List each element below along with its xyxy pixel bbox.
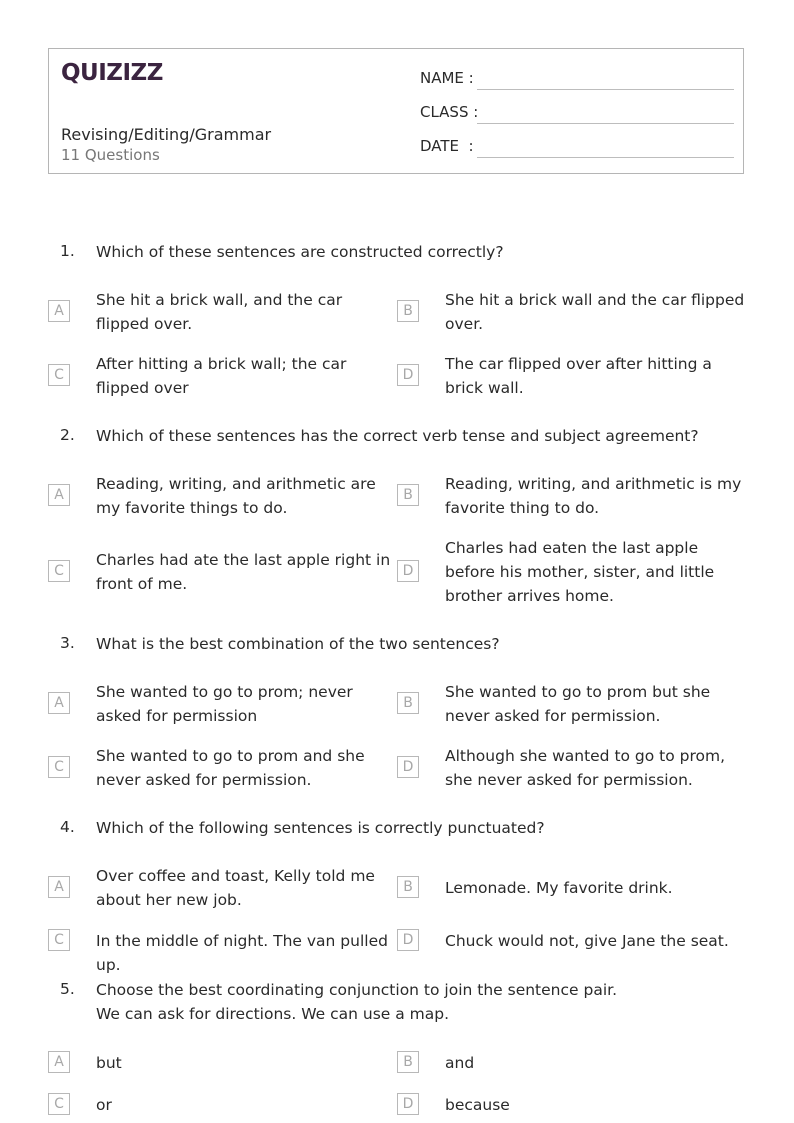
name-line: [477, 89, 734, 90]
date-field[interactable]: [420, 137, 734, 159]
option-text: She wanted to go to prom and she never asked for permission.: [96, 747, 365, 789]
option-text: After hitting a brick wall; the car flipped over: [96, 355, 347, 397]
question-number: 2.: [60, 426, 75, 444]
option-text: and: [445, 1054, 475, 1072]
option-text: or: [96, 1096, 112, 1114]
question-count: 11 Questions: [61, 146, 160, 164]
option-letter-box[interactable]: C: [48, 929, 70, 951]
date-label: DATE :: [420, 137, 474, 155]
option-letter-box[interactable]: C: [48, 364, 70, 386]
option-text: She wanted to go to prom but she never asked for permission.: [445, 683, 711, 725]
option-letter-box[interactable]: C: [48, 560, 70, 582]
question-text: Which of the following sentences is correctly punctuated?: [96, 819, 545, 837]
option-text: Chuck would not, give Jane the seat.: [445, 932, 729, 950]
question-subtext: We can ask for directions. We can use a map.: [96, 1005, 450, 1023]
option-text: Reading, writing, and arithmetic is my favorite thing to do.: [445, 475, 742, 517]
option-text: Lemonade. My favorite drink.: [445, 879, 673, 897]
option-text: Reading, writing, and arithmetic are my favorite things to do.: [96, 475, 376, 517]
option-letter-box[interactable]: D: [397, 756, 419, 778]
class-field[interactable]: [420, 103, 734, 125]
option-letter-box[interactable]: A: [48, 1051, 70, 1073]
class-line: [477, 123, 734, 124]
option-letter-box[interactable]: B: [397, 876, 419, 898]
question-number: 4.: [60, 818, 75, 836]
option-text: Although she wanted to go to prom, she never asked for permission.: [445, 747, 726, 789]
name-field[interactable]: [420, 69, 734, 91]
worksheet-title: Revising/Editing/Grammar: [61, 125, 272, 144]
option-text: She hit a brick wall and the car flipped over.: [445, 291, 745, 333]
question-text: Which of these sentences are constructed correctly?: [96, 243, 504, 261]
option-text: The car flipped over after hitting a brick wall.: [445, 355, 712, 397]
worksheet-header: [48, 48, 744, 174]
option-letter-box[interactable]: D: [397, 560, 419, 582]
option-letter-box[interactable]: B: [397, 1051, 419, 1073]
option-letter-box[interactable]: B: [397, 692, 419, 714]
option-letter-box[interactable]: D: [397, 929, 419, 951]
option-text: She hit a brick wall, and the car flipped over.: [96, 291, 343, 333]
option-text: Charles had ate the last apple right in front of me.: [96, 551, 391, 593]
question-number: 3.: [60, 634, 75, 652]
question-text: Which of these sentences has the correct verb tense and subject agreement?: [96, 427, 699, 445]
option-letter-box[interactable]: A: [48, 692, 70, 714]
option-text: because: [445, 1096, 510, 1114]
option-letter-box[interactable]: A: [48, 484, 70, 506]
quizizz-logo: QUIZIZZ: [61, 60, 163, 86]
name-label: NAME :: [420, 69, 474, 87]
option-text: In the middle of night. The van pulled up.: [96, 932, 388, 974]
option-letter-box[interactable]: B: [397, 484, 419, 506]
option-letter-box[interactable]: B: [397, 300, 419, 322]
question-number: 1.: [60, 242, 75, 260]
question-text: Choose the best coordinating conjunction to join the sentence pair.: [96, 981, 617, 999]
option-letter-box[interactable]: D: [397, 1093, 419, 1115]
date-line: [477, 157, 734, 158]
option-text: Charles had eaten the last apple before his mother, sister, and little brother arrives home.: [445, 539, 715, 605]
option-letter-box[interactable]: A: [48, 876, 70, 898]
option-letter-box[interactable]: A: [48, 300, 70, 322]
option-letter-box[interactable]: C: [48, 756, 70, 778]
option-letter-box[interactable]: D: [397, 364, 419, 386]
question-text: What is the best combination of the two sentences?: [96, 635, 500, 653]
class-label: CLASS :: [420, 103, 479, 121]
option-text: Over coffee and toast, Kelly told me about her new job.: [96, 867, 375, 909]
option-text: She wanted to go to prom; never asked for permission: [96, 683, 353, 725]
option-text: but: [96, 1054, 122, 1072]
question-number: 5.: [60, 980, 75, 998]
option-letter-box[interactable]: C: [48, 1093, 70, 1115]
